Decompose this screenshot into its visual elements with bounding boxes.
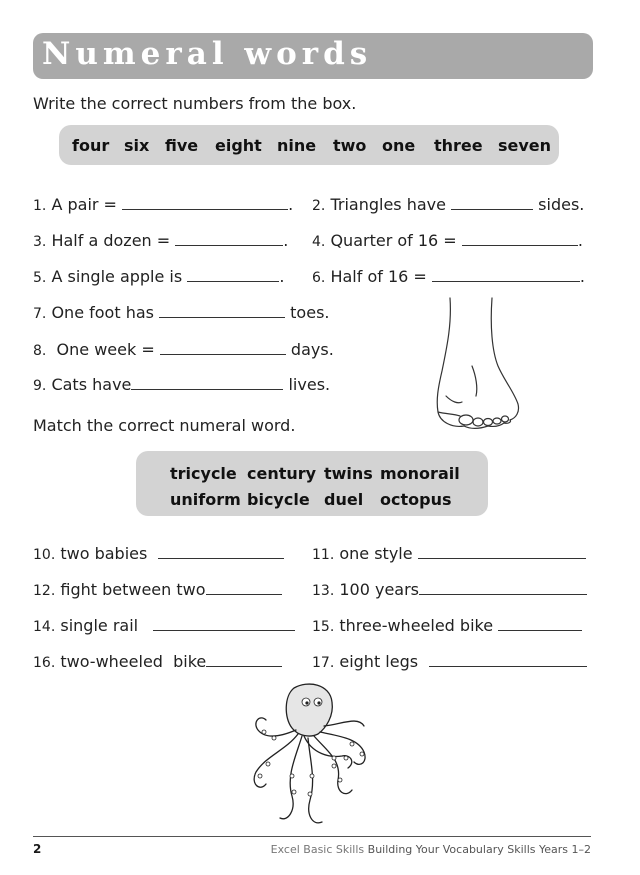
question-8: 8. One week = days. (33, 340, 334, 359)
instruction-2: Match the correct numeral word. (33, 416, 296, 435)
foot-illustration (432, 296, 524, 436)
box-word: octopus (380, 490, 452, 509)
answer-blank[interactable] (432, 267, 580, 282)
box-word: duel (324, 490, 364, 509)
box-word: nine (277, 136, 317, 155)
answer-blank[interactable] (498, 616, 582, 631)
answer-blank[interactable] (153, 616, 295, 631)
box-word: two (333, 136, 367, 155)
box-word: three (434, 136, 483, 155)
question-9: 9. Cats have lives. (33, 375, 331, 394)
box-word: four (72, 136, 110, 155)
question-14: 14. single rail (33, 616, 295, 635)
box-word: five (165, 136, 199, 155)
box-word: eight (215, 136, 262, 155)
question-3: 3. Half a dozen = . (33, 231, 289, 250)
answer-blank[interactable] (206, 580, 282, 595)
question-5: 5. A single apple is . (33, 267, 285, 286)
answer-blank[interactable] (158, 544, 284, 559)
answer-blank[interactable] (429, 652, 587, 667)
box-word: uniform (170, 490, 241, 509)
answer-blank[interactable] (160, 340, 286, 355)
box-word: one (382, 136, 416, 155)
answer-blank[interactable] (175, 231, 283, 246)
answer-blank[interactable] (451, 195, 533, 210)
question-12: 12. fight between two (33, 580, 282, 599)
answer-blank[interactable] (131, 375, 283, 390)
question-4: 4. Quarter of 16 = . (312, 231, 583, 250)
box-word: twins (324, 464, 373, 483)
box-word: century (247, 464, 317, 483)
question-11: 11. one style (312, 544, 586, 563)
question-1: 1. A pair = . (33, 195, 294, 214)
footer-series: Excel Basic Skills (270, 843, 365, 856)
page-title: Numeral words (42, 36, 373, 72)
answer-blank[interactable] (418, 544, 586, 559)
answer-blank[interactable] (419, 580, 587, 595)
question-6: 6. Half of 16 = . (312, 267, 585, 286)
octopus-illustration (246, 680, 376, 832)
instruction-1: Write the correct numbers from the box. (33, 94, 357, 113)
answer-blank[interactable] (206, 652, 282, 667)
question-10: 10. two babies (33, 544, 284, 563)
page-number: 2 (33, 842, 42, 856)
question-7: 7. One foot has toes. (33, 303, 330, 322)
question-17: 17. eight legs (312, 652, 587, 671)
question-2: 2. Triangles have sides. (312, 195, 585, 214)
box-word: six (124, 136, 150, 155)
answer-blank[interactable] (462, 231, 578, 246)
question-13: 13. 100 years (312, 580, 587, 599)
box-word: tricycle (170, 464, 237, 483)
box-word: monorail (380, 464, 460, 483)
footer-rule (33, 836, 591, 837)
box-word: seven (498, 136, 552, 155)
footer-credit (271, 843, 591, 856)
question-16: 16. two-wheeled bike (33, 652, 282, 671)
answer-blank[interactable] (187, 267, 279, 282)
box-word: bicycle (247, 490, 310, 509)
footer-book-title: Building Your Vocabulary Skills Years 1–2 (367, 843, 591, 856)
answer-blank[interactable] (122, 195, 288, 210)
question-15: 15. three-wheeled bike (312, 616, 582, 635)
answer-blank[interactable] (159, 303, 285, 318)
